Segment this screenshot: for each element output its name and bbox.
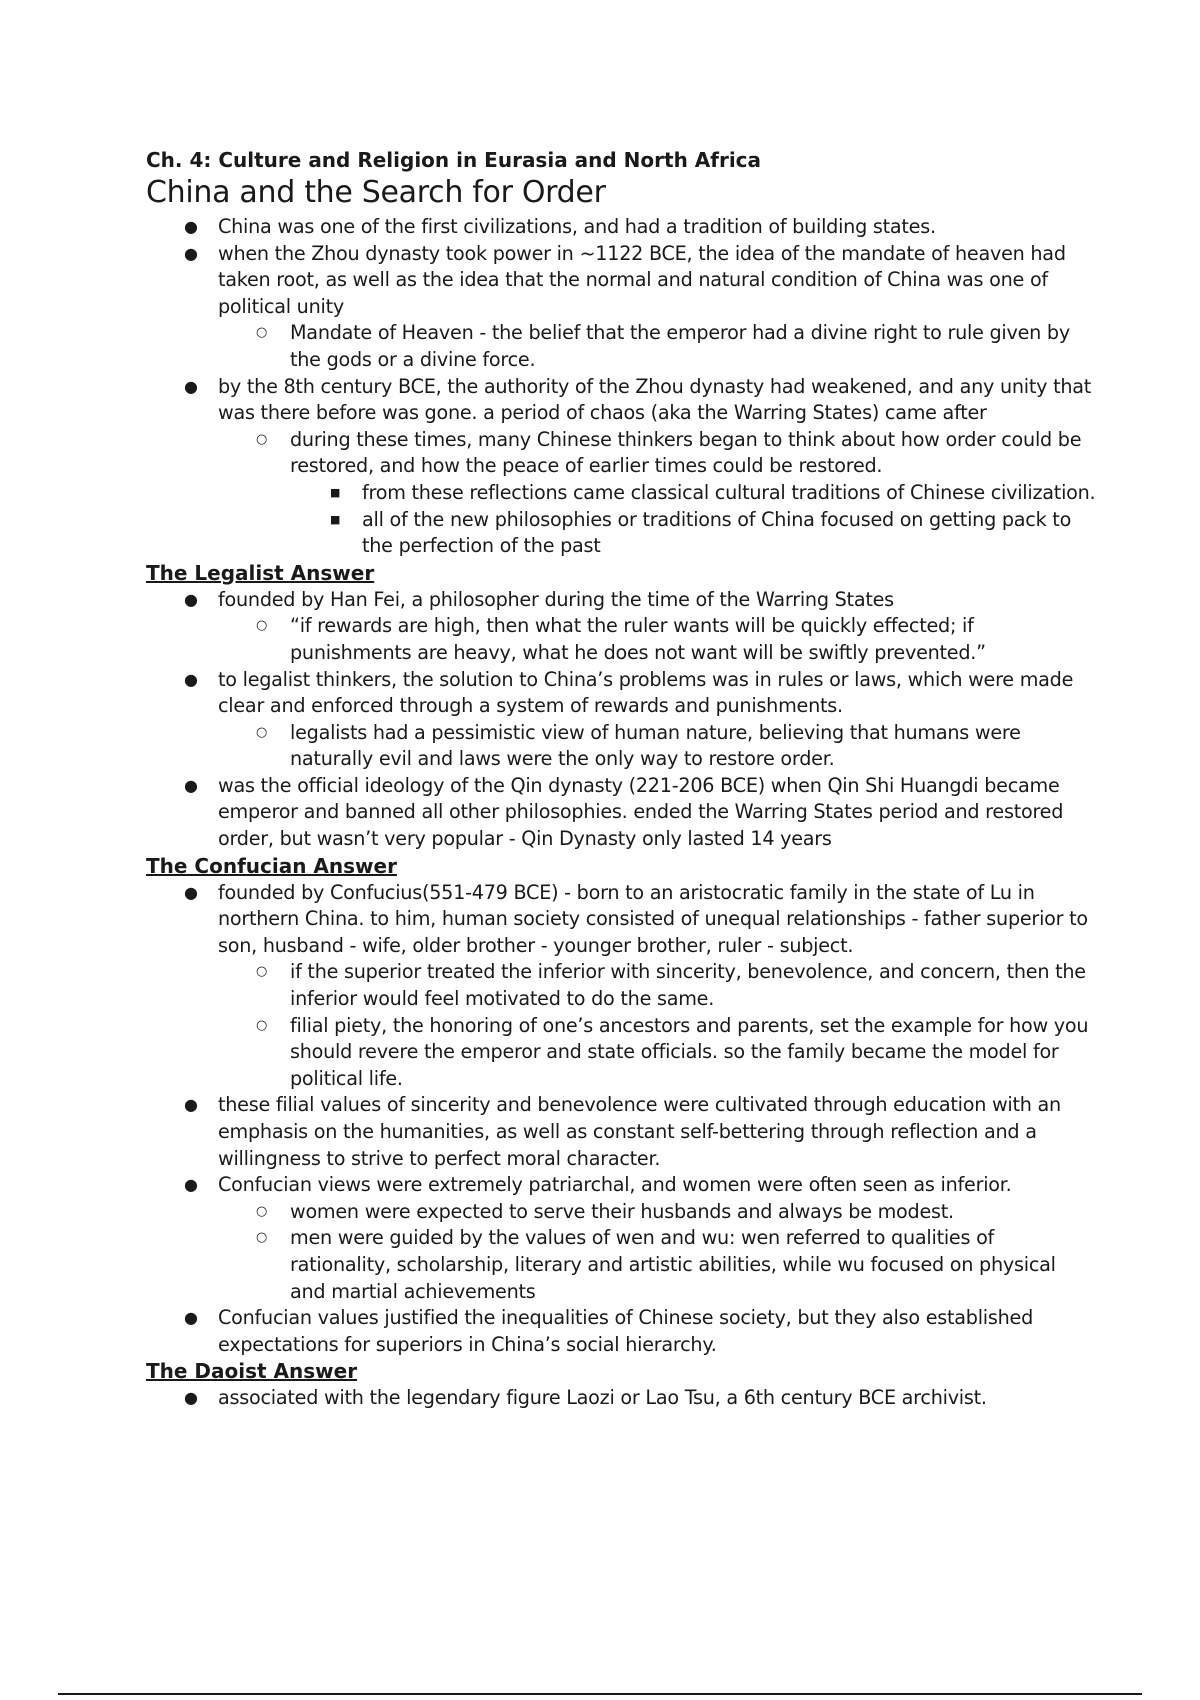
- bullet-icon: ●: [184, 775, 198, 795]
- list-item: [290, 507, 1096, 560]
- sub-list: [218, 613, 1096, 666]
- list-item-text: Mandate of Heaven - the belief that the emperor had a divine right to rule given by the gods or a divine force.: [290, 321, 1070, 371]
- section-heading-daoist: The Daoist Answer: [146, 1359, 358, 1384]
- circle-bullet-icon: ○: [256, 1230, 268, 1246]
- bullet-icon: ●: [184, 217, 198, 236]
- section-heading-confucian: The Confucian Answer: [146, 853, 397, 878]
- list-item-text: founded by Han Fei, a philosopher during the time of the Warring States: [218, 587, 894, 611]
- list-item-text: “if rewards are high, then what the ruler wants will be quickly effected; if punishments are heavy, what he does not want will be swiftly prevented.”: [290, 614, 986, 664]
- document-body: [146, 146, 1096, 1412]
- list-item: [146, 1092, 1096, 1172]
- circle-bullet-icon: ○: [256, 618, 268, 634]
- list-item-text: from these reflections came classical cultural traditions of Chinese civilization.: [362, 480, 1096, 504]
- list-item-text: all of the new philosophies or traditions of China focused on getting pack to the perfection of the past: [362, 507, 1072, 558]
- list-item: [146, 241, 1096, 374]
- sub-list: [218, 720, 1096, 773]
- square-bullet-icon: ■: [330, 485, 341, 499]
- list-item: [218, 959, 1096, 1012]
- circle-bullet-icon: ○: [256, 964, 268, 980]
- circle-bullet-icon: ○: [256, 1203, 268, 1219]
- list-item: [146, 587, 1096, 667]
- list-item-text: if the superior treated the inferior with sincerity, benevolence, and concern, then the inferior would feel motivated to do the same.: [290, 960, 1086, 1011]
- sub-list: [218, 320, 1096, 373]
- list-item-text: to legalist thinkers, the solution to China’s problems was in rules or laws, which were made clear and enforced through a system of rewards and punishments.: [218, 667, 1074, 718]
- bullet-icon: ●: [184, 376, 198, 396]
- circle-bullet-icon: ○: [256, 325, 268, 341]
- bullet-icon: ●: [184, 1308, 198, 1328]
- list-item: [146, 1305, 1096, 1358]
- list-item: [146, 374, 1096, 560]
- list-item-text: by the 8th century BCE, the authority of the Zhou dynasty had weakened, and any unity that was there before was gone. a period of chaos (aka the Warring States) came after: [218, 374, 1092, 425]
- list-item: [146, 1385, 1096, 1412]
- list-item-text: these filial values of sincerity and benevolence were cultivated through education with an emphasis on the humanities, as well as constant self-bettering through reflection and a willingness to strive to perfect moral character.: [218, 1093, 1061, 1170]
- confucian-list: [146, 880, 1096, 1359]
- list-item: [146, 667, 1096, 773]
- list-item: [146, 1172, 1096, 1305]
- circle-bullet-icon: ○: [256, 1017, 268, 1033]
- list-item-text: when the Zhou dynasty took power in ~1122 BCE, the idea of the mandate of heaven had taken root, as well as the idea that the normal and natural condition of China was one of political unity: [218, 241, 1066, 318]
- list-item-text: legalists had a pessimistic view of human nature, believing that humans were naturally evil and laws were the only way to restore order.: [290, 720, 1021, 771]
- list-item-text: China was one of the first civilizations, and had a tradition of building states.: [218, 215, 936, 238]
- list-item-text: filial piety, the honoring of one’s ancestors and parents, set the example for how you should revere the emperor and state officials. so the family became the model for political life.: [290, 1013, 1089, 1090]
- list-item-text: associated with the legendary figure Laozi or Lao Tsu, a 6th century BCE archivist.: [218, 1386, 987, 1410]
- sub-list: [218, 1199, 1096, 1305]
- circle-bullet-icon: ○: [256, 431, 268, 447]
- bullet-icon: ●: [184, 589, 198, 609]
- square-bullet-icon: ■: [330, 512, 341, 526]
- list-item: [218, 320, 1096, 373]
- list-item-text: founded by Confucius(551-479 BCE) - born to an aristocratic family in the state of Lu in northern China. to him, human society consisted of unequal relationships - father superior to son, husband - wife, older brother - younger brother, ruler - subject.: [218, 880, 1088, 957]
- list-item-text: during these times, many Chinese thinkers began to think about how order could be restored, and how the peace of earlier times could be restored.: [290, 427, 1082, 478]
- section-heading-legalist: The Legalist Answer: [146, 560, 375, 585]
- bullet-icon: ●: [184, 1095, 198, 1115]
- list-item: [146, 773, 1096, 853]
- list-item: [218, 1199, 1096, 1226]
- bullet-icon: ●: [184, 669, 198, 689]
- daoist-list: [146, 1385, 1096, 1412]
- list-item: [218, 613, 1096, 666]
- list-item-text: was the official ideology of the Qin dynasty (221-206 BCE) when Qin Shi Huangdi became emperor and banned all other philosophies. ended the Warring States period and restored order, but wasn’t very popular - Qin Dynasty only lasted 14 years: [218, 773, 1064, 851]
- list-item-text: men were guided by the values of wen and wu: wen referred to qualities of rationality, scholarship, literary and artistic abilities, while wu focused on physical and martial achievements: [290, 1226, 1056, 1303]
- list-item: [218, 1225, 1096, 1305]
- page-title: China and the Search for Order: [146, 175, 606, 210]
- sub-sub-list: [290, 480, 1096, 560]
- bullet-icon: ●: [184, 243, 198, 263]
- list-item: [290, 480, 1096, 507]
- list-item: [218, 1013, 1096, 1093]
- list-item: [218, 427, 1096, 560]
- chapter-title: Ch. 4: Culture and Religion in Eurasia and North Africa: [146, 148, 762, 172]
- list-item: [218, 720, 1096, 773]
- bullet-icon: ●: [184, 1175, 198, 1195]
- list-item-text: Confucian views were extremely patriarchal, and women were often seen as inferior.: [218, 1173, 1012, 1197]
- sub-list: [218, 427, 1096, 560]
- circle-bullet-icon: ○: [256, 724, 268, 740]
- bullet-icon: ●: [184, 1388, 198, 1408]
- list-item-text: women were expected to serve their husbands and always be modest.: [290, 1199, 954, 1223]
- list-item: [146, 214, 1096, 241]
- intro-list: [146, 214, 1096, 560]
- sub-list: [218, 959, 1096, 1092]
- legalist-list: [146, 587, 1096, 853]
- list-item: [146, 880, 1096, 1093]
- bullet-icon: ●: [184, 882, 198, 902]
- footer-divider: [58, 1693, 1142, 1695]
- list-item-text: Confucian values justified the inequalities of Chinese society, but they also established expectations for superiors in China’s social hierarchy.: [218, 1306, 1034, 1356]
